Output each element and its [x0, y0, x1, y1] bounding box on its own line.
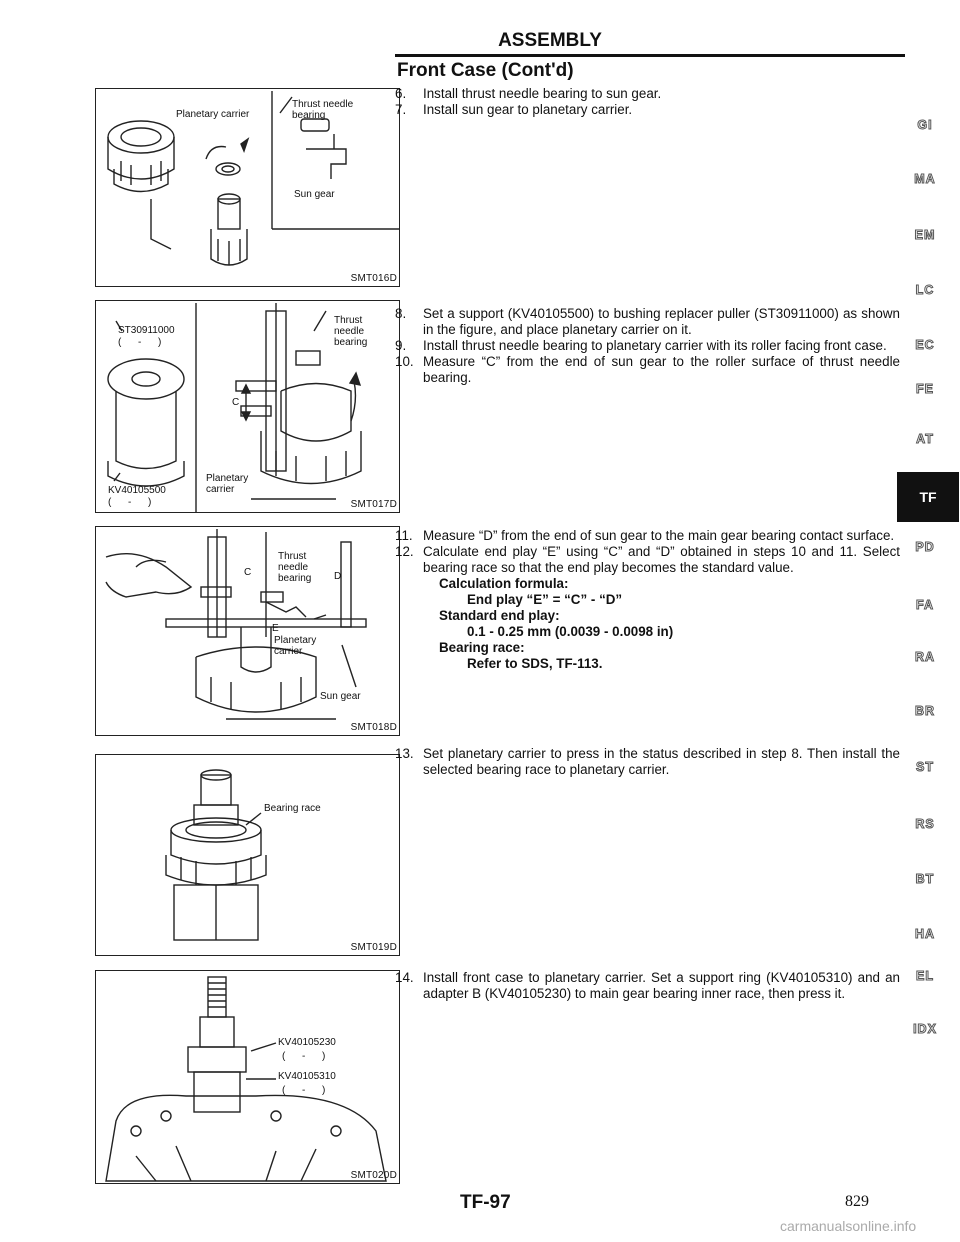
step-text: Measure “C” from the end of sun gear to the roller surface of thrust needle bearing. [423, 354, 900, 385]
footer-page-number: 829 [845, 1193, 869, 1210]
figure-smt016d [95, 88, 400, 287]
step-text: Set planetary carrier to press in the status described in step 8. Then install the selected bearing race to planetary carrier. [423, 746, 900, 777]
figure-illustration [96, 755, 401, 957]
label-c: C [232, 397, 240, 408]
step-text: Install front case to planetary carrier. Set a support ring (KV40105310) and an adapter B (KV40105230) to main gear bearing inner race, then press it. [423, 970, 900, 1001]
side-tab-idx[interactable]: IDX [913, 1022, 937, 1036]
figure-code: SMT018D [350, 722, 397, 733]
bearing-race-value: Refer to SDS, TF-113. [467, 656, 603, 671]
label-bearing-race: Bearing race [264, 803, 321, 814]
side-tab-ec[interactable]: EC [915, 338, 935, 352]
side-tab-pd[interactable]: PD [915, 540, 935, 554]
side-tab-ra[interactable]: RA [914, 650, 936, 664]
step-item [395, 86, 900, 102]
side-tab-ha[interactable]: HA [914, 927, 936, 941]
figure-code: SMT019D [350, 942, 397, 953]
step-text: Install thrust needle bearing to planetary carrier with its roller facing front case. [423, 338, 887, 353]
step-number: 9. [395, 338, 407, 353]
label-thrust-needle-bearing: Thrust needle bearing [278, 551, 312, 584]
label-part-range: ( - ) [282, 1051, 326, 1062]
label-sun-gear: Sun gear [320, 691, 361, 702]
figure-code: SMT017D [350, 499, 397, 510]
step-text: Set a support (KV40105500) to bushing replacer puller (ST30911000) as shown in the figure, and place planetary carrier on it. [423, 306, 900, 337]
step-item [395, 306, 900, 338]
steps-group-1 [395, 86, 900, 118]
side-tab-br[interactable]: BR [914, 704, 936, 718]
figure-code: SMT020D [350, 1170, 397, 1181]
label-c: C [244, 567, 252, 578]
step-number: 11. [395, 528, 413, 543]
calc-formula: End play “E” = “C” - “D” [467, 592, 623, 607]
label-kv40105310: KV40105310 [278, 1071, 336, 1082]
side-tab-fe[interactable]: FE [916, 382, 934, 396]
label-e: E [272, 623, 279, 634]
step-number: 14. [395, 970, 414, 985]
step-text: Measure “D” from the end of sun gear to the main gear bearing contact surface. [423, 528, 895, 543]
steps-group-5 [395, 970, 900, 1002]
side-tab-gi[interactable]: GI [917, 118, 933, 132]
step-text: Install sun gear to planetary carrier. [423, 102, 633, 117]
step-number: 8. [395, 306, 407, 321]
label-thrust-needle-bearing: Thrust needle bearing [334, 315, 368, 348]
step-text: Install thrust needle bearing to sun gear. [423, 86, 662, 101]
label-planetary-carrier: Planetary carrier [176, 109, 250, 120]
side-tab-el[interactable]: EL [916, 969, 934, 983]
figure-smt020d [95, 970, 400, 1184]
side-tab-em[interactable]: EM [914, 228, 936, 242]
step-item [395, 544, 900, 576]
step-number: 13. [395, 746, 414, 761]
footer-section-code: TF-97 [460, 1192, 511, 1213]
std-end-play-label: Standard end play: [439, 608, 560, 623]
side-tab-fa[interactable]: FA [916, 598, 934, 612]
label-kv40105230: KV40105230 [278, 1037, 336, 1048]
side-tab-rs[interactable]: RS [915, 817, 935, 831]
label-kv40105500: KV40105500 [108, 485, 166, 496]
step-item [395, 102, 900, 118]
label-st30911000: ST30911000 [118, 325, 175, 336]
steps-group-2 [395, 306, 900, 386]
step-text: Calculate end play “E” using “C” and “D” obtained in steps 10 and 11. Select bearing race so that the end play becomes the standard value. [423, 544, 900, 575]
label-part-range: ( - ) [108, 497, 152, 508]
figure-smt019d [95, 754, 400, 956]
side-tab-ma[interactable]: MA [914, 172, 936, 186]
header-rule [395, 54, 905, 57]
step-number: 10. [395, 354, 414, 369]
calc-formula-label: Calculation formula: [439, 576, 569, 591]
std-end-play-value: 0.1 - 0.25 mm (0.0039 - 0.0098 in) [467, 624, 674, 639]
label-d: D [334, 571, 342, 582]
side-tab-tf-active[interactable]: TF [897, 472, 959, 522]
figure-illustration [96, 971, 401, 1185]
bearing-race-label: Bearing race: [439, 640, 525, 655]
section-title: ASSEMBLY [498, 30, 602, 51]
step-item [395, 970, 900, 1002]
step-item [395, 528, 900, 544]
step-number: 12. [395, 544, 414, 559]
step-item [395, 338, 900, 354]
label-planetary-carrier: Planetary carrier [274, 635, 317, 657]
footer-watermark: carmanualsonline.info [780, 1218, 917, 1234]
label-thrust-needle-bearing: Thrust needle bearing [292, 99, 354, 121]
side-tab-lc[interactable]: LC [915, 283, 935, 297]
label-planetary-carrier: Planetary carrier [206, 473, 249, 495]
steps-group-4 [395, 746, 900, 778]
label-part-range: ( - ) [118, 337, 162, 348]
section-subtitle: Front Case (Cont'd) [397, 60, 574, 81]
step-number: 6. [395, 86, 407, 101]
side-tab-st[interactable]: ST [916, 760, 934, 774]
figure-code: SMT016D [350, 273, 397, 284]
label-sun-gear: Sun gear [294, 189, 335, 200]
label-part-range: ( - ) [282, 1085, 326, 1096]
step-item [395, 746, 900, 778]
figure-illustration [96, 527, 401, 737]
figure-smt017d [95, 300, 400, 513]
side-tab-at[interactable]: AT [916, 432, 934, 446]
side-tab-bt[interactable]: BT [915, 872, 935, 886]
step-item [395, 354, 900, 386]
steps-group-3 [395, 528, 900, 672]
figure-smt018d [95, 526, 400, 736]
step-number: 7. [395, 102, 407, 117]
